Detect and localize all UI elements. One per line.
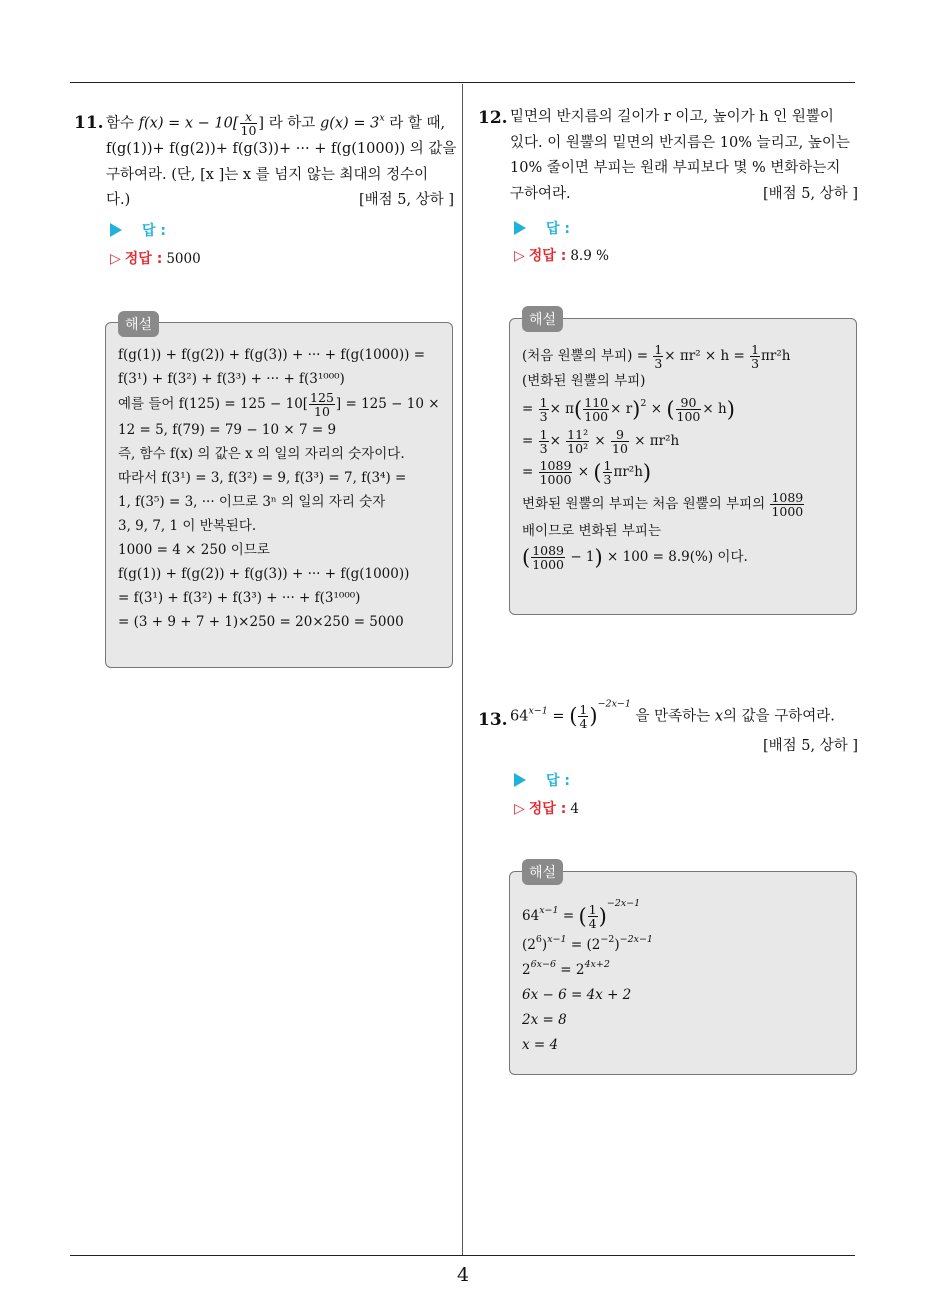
question-12-number: 12. [478,108,508,128]
page-number: 4 [456,1264,470,1286]
question-12-correct-answer: ▷ 정답 : 8.9 % [514,248,609,264]
question-12-answer-blank: 답 : [514,218,570,238]
question-12-score: [배점 5, 상하 ] [762,185,858,202]
question-11-number: 11. [74,113,104,133]
outline-triangle-icon: ▷ [110,251,121,267]
play-triangle-icon [514,221,526,235]
question-11-text: 함수 f(x) = x − 10[ $\frac{x}{10}$ ] 라 하고 $g(x) = 3^x$ 라 할 때, f(g(1))+ f(g(2))+ f(g(3))+ ··· + f(g(1000)) 의 값을 구하여라. (단, [x ]는 x 를 넘지 않는 최대의 정수이 다.) [배점 5, 상하 ] [106,110,456,214]
solution-13-tag: 해설 [522,859,563,885]
solution-11-box: f(g(1)) + f(g(2)) + f(g(3)) + ··· + f(g(1000)) = f(3¹) + f(3²) + f(3³) + ··· + f(3¹⁰⁰⁰) 예를 들어 f(125) = 125 − 10[ $\frac{125}{10}$ ] = 125 − 10 × 12 = 5, f(79) = 79 − 10 × 7 = 9 즉, 함수 f(x) 의 값은 x 의 일의 자리의 숫자이다. 따라서 f(3¹) = 3, f(3²) = 9, f(3³) = 7, f(3⁴) = 1, f(3⁵) = 3, ··· 이므로 3ⁿ 의 일의 자리 숫자 3, 9, 7, 1 이 반복된다. 1000 = 4 × 250 이므로 f(g(1)) + f(g(2)) + f(g(3)) + ··· + f(g(1000)) = f(3¹) + f(3²) + f(3³) + ··· + f(3¹⁰⁰⁰) = (3 + 9 + 7 + 1)×250 = 20×250 = 5000 [105,322,453,668]
solution-11-tag: 해설 [118,311,159,337]
solution-13-box: $64^{x-1}$ = ( $\frac{1}{4}$ )$^{-2x-1}$ $(2^6)^{x-1} = (2^{-2})^{-2x-1}$ $2^{6x-6} = 2^{4x+2}$ 6x − 6 = 4x + 2 2x = 8 x = 4 [509,871,857,1075]
outline-triangle-icon: ▷ [514,801,525,817]
question-13-correct-answer: ▷ 정답 : 4 [514,801,579,817]
outline-triangle-icon: ▷ [514,248,525,264]
question-13-number: 13. [478,710,508,730]
top-rule [70,82,855,83]
solution-12-tag: 해설 [522,306,563,332]
bottom-rule [70,1255,855,1256]
question-11-correct-answer: ▷ 정답 : 5000 [110,251,201,267]
play-triangle-icon [514,773,526,787]
question-13-score: [배점 5, 상하 ] [762,738,858,754]
solution-12-box: (처음 원뿔의 부피) = $\frac{1}{3}$ × πr² × h = $\frac{1}{3}$ πr²h (변화된 원뿔의 부피) = $\frac{1}{3}$ × π( $\frac{110}{100}$ × r)$^2$ × ( $\frac{90}{100}$ × h) = $\frac{1}{3}$ × $\frac{\text{11²}}{\text{10²}}$ × $\frac{9}{10}$ × πr²h = $\frac{1089}{1000}$ × ( $\frac{1}{3}$ πr²h) 변화된 원뿔의 부피는 처음 원뿔의 부피의 $\frac{1089}{1000}$ 배이므로 변화된 부피는 ( $\frac{1089}{1000}$ − 1) × 100 = 8.9(%) 이다. [509,318,857,615]
question-11-answer-blank: 답 : [110,220,166,240]
column-divider [462,84,463,1256]
question-13-text: $64^{x-1}$ = ( $\frac{1}{4}$ )$^{-2x-1}$ 을 만족하는 x의 값을 구하여라. [배점 5, 상하 ] [510,703,860,760]
question-12-text: 밑면의 반지름의 길이가 r 이고, 높이가 h 인 원뿔이 있다. 이 원뿔의 밑면의 반지름은 10% 늘리고, 높이는 10% 줄이면 부피는 원래 부피보다 몇 % 변화하는지 구하여라. [배점 5, 상하 ] [510,105,860,207]
play-triangle-icon [110,223,122,237]
question-11-score: [배점 5, 상하 ] [358,192,454,208]
question-13-answer-blank: 답 : [514,770,570,790]
